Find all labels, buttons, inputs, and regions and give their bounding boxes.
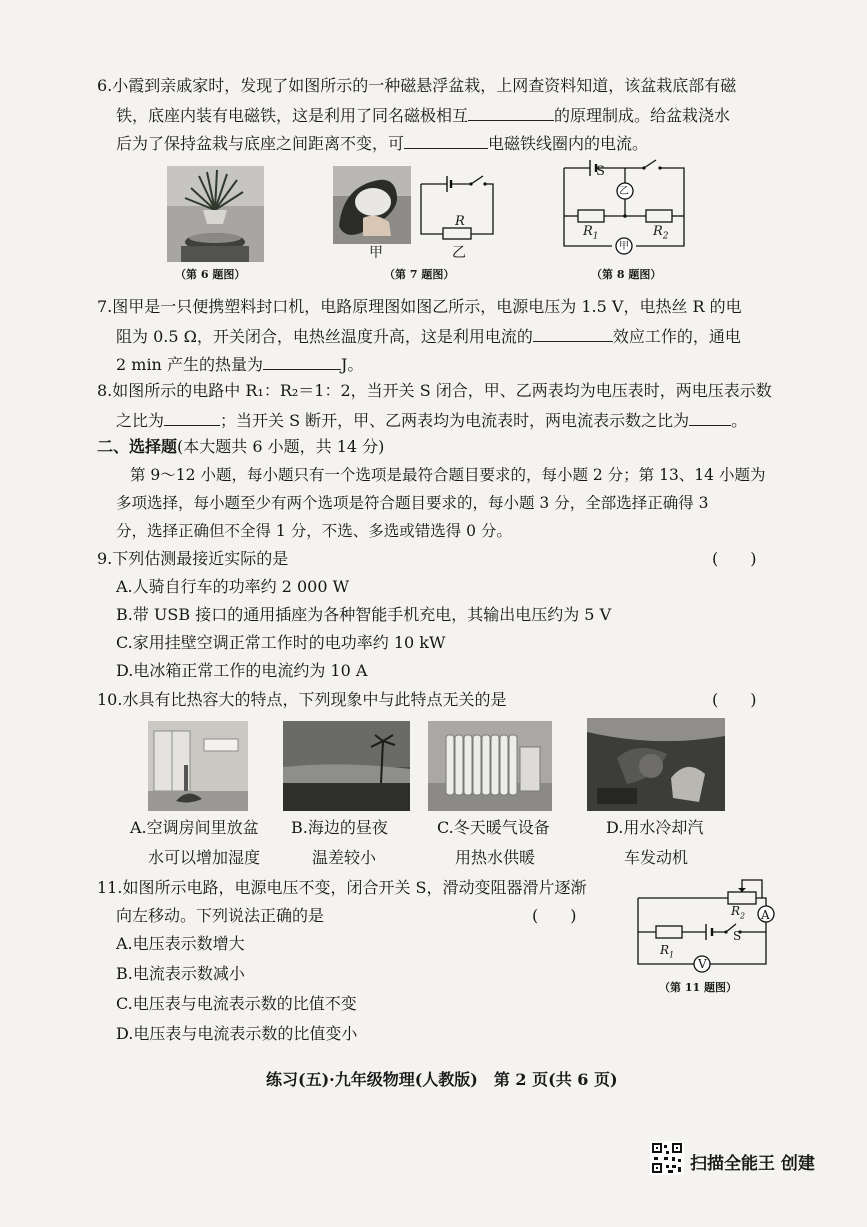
fig8-r1-subscript: 1 bbox=[592, 231, 599, 242]
q10-option-a-line2: 水可以增加湿度 bbox=[148, 848, 261, 867]
fig11-circuit-diagram bbox=[634, 874, 782, 974]
q11-line1: 11.如图所示电路，电源电压不变，闭合开关 S，滑动变阻器滑片逐渐 bbox=[97, 878, 587, 897]
q8-blank-2 bbox=[689, 409, 731, 426]
q7-line3 bbox=[116, 353, 363, 375]
q7-line3-end: J。 bbox=[340, 355, 364, 374]
q6-line3 bbox=[116, 132, 648, 154]
q8-line2-mid: ；当开关 S 断开，甲、乙两表均为电流表时，两电流表示数之比为 bbox=[220, 411, 690, 430]
section2-instruction-1: 第 9～12 小题，每小题只有一个选项是最符合题目要求的，每小题 2 分；第 13、14 小题为 bbox=[130, 466, 766, 484]
fig11-r2-subscript: 2 bbox=[740, 911, 746, 921]
q9-answer-paren: ( ) bbox=[712, 549, 757, 568]
q6-line2-start: 铁，底座内装有电磁铁，这是利用了同名磁极相互 bbox=[116, 106, 469, 125]
fig11-r1-letter: R bbox=[660, 943, 670, 957]
q8-line1: 8.如图所示的电路中 R₁：R₂＝1：2，当开关 S 闭合，甲、乙两表均为电压表时，两电压表示数 bbox=[97, 381, 772, 400]
q11-option-d: D.电压表与电流表示数的比值变小 bbox=[116, 1024, 358, 1043]
fig8-caption: （第 8 题图） bbox=[591, 268, 662, 281]
q6-line2-end: 的原理制成。给盆栽浇水 bbox=[554, 106, 731, 125]
q9-option-c: C.家用挂壁空调正常工作时的电功率约 10 kW bbox=[116, 633, 446, 652]
fig8-r2-label bbox=[653, 222, 669, 247]
fig11-voltmeter-label: V bbox=[698, 957, 707, 971]
section2-instruction-3: 分，选择正确但不全得 1 分，不选、多选或错选得 0 分。 bbox=[116, 522, 512, 540]
q11-option-a: A.电压表示数增大 bbox=[116, 934, 245, 953]
q10-option-c-line1: C.冬天暖气设备 bbox=[437, 818, 550, 837]
q9-stem: 9.下列估测最接近实际的是 bbox=[97, 549, 289, 568]
fig7-caption: （第 7 题图） bbox=[384, 268, 455, 281]
fig8-meter-top-label: 乙 bbox=[619, 186, 629, 197]
fig7-circuit-diagram bbox=[413, 168, 503, 250]
q6-line2 bbox=[116, 104, 730, 126]
q7-line2-start: 阻为 0.5 Ω，开关闭合，电热丝温度升高，这是利用电流的 bbox=[116, 327, 533, 346]
q10-option-a-line1: A.空调房间里放盆 bbox=[130, 818, 259, 837]
q11-line2: 向左移动。下列说法正确的是 bbox=[116, 906, 325, 925]
q7-line1: 7.图甲是一只便携塑料封口机，电路原理图如图乙所示，电源电压为 1.5 V，电热丝 R 的电 bbox=[97, 297, 742, 316]
q6-line3-start: 后为了保持盆栽与底座之间距离不变，可 bbox=[116, 134, 405, 153]
fig8-r2-letter: R bbox=[653, 224, 663, 239]
section2-instruction-2: 多项选择，每小题至少有两个选项是符合题目要求的，每小题 3 分，全部选择正确得 3 bbox=[116, 494, 709, 512]
q9-option-d: D.电冰箱正常工作的电流约为 10 A bbox=[116, 661, 368, 680]
page-footer: 练习(五)·九年级物理(人教版) 第 2 页(共 6 页) bbox=[266, 1070, 618, 1089]
q7-line2-end: 效应工作的，通电 bbox=[612, 327, 741, 346]
q6-line1: 6.小霞到亲戚家时，发现了如图所示的一种磁悬浮盆栽，上网查资料知道，该盆栽底部有磁 bbox=[97, 76, 737, 95]
q11-option-c: C.电压表与电流表示数的比值不变 bbox=[116, 994, 357, 1013]
q10-option-d-line1: D.用水冷却汽 bbox=[606, 818, 704, 837]
q6-line3-end: 电磁铁线圈内的电流。 bbox=[488, 134, 649, 153]
fig11-r1-subscript: 1 bbox=[669, 950, 675, 960]
fig7-label-yi: 乙 bbox=[452, 245, 466, 261]
q8-blank-1 bbox=[164, 409, 220, 426]
q11-answer-paren: ( ) bbox=[532, 906, 577, 925]
fig11-r2-label bbox=[731, 901, 745, 926]
q10-option-b-line1: B.海边的昼夜 bbox=[291, 818, 388, 837]
q10-answer-paren: ( ) bbox=[712, 690, 757, 709]
fig11-caption: （第 11 题图） bbox=[659, 981, 737, 994]
q10-option-d-line2: 车发动机 bbox=[624, 848, 689, 867]
q7-blank-2 bbox=[263, 353, 341, 370]
q8-line2 bbox=[116, 409, 747, 431]
q7-blank-1 bbox=[533, 325, 613, 342]
fig7-sealer-photo bbox=[333, 166, 411, 244]
q11-option-b: B.电流表示数减小 bbox=[116, 964, 245, 983]
q10-stem: 10.水具有比热容大的特点，下列现象中与此特点无关的是 bbox=[97, 690, 507, 709]
fig11-ammeter-label: A bbox=[761, 908, 770, 922]
q7-line2 bbox=[116, 325, 741, 347]
section2-title: 二、选择题 bbox=[97, 437, 178, 456]
fig7-resistor-label: R bbox=[455, 214, 465, 229]
fig6-plant-photo bbox=[167, 166, 264, 262]
q8-line2-end: 。 bbox=[731, 411, 748, 430]
q8-line2-start: 之比为 bbox=[116, 411, 165, 430]
fig11-switch-label: S bbox=[733, 929, 742, 943]
section2-heading bbox=[97, 437, 384, 457]
q9-option-a: A.人骑自行车的功率约 2 000 W bbox=[116, 577, 350, 596]
fig8-r1-label bbox=[583, 222, 599, 247]
fig8-switch-label: S bbox=[596, 164, 605, 179]
fig8-r2-subscript: 2 bbox=[662, 231, 669, 242]
qr-code-icon bbox=[650, 1141, 684, 1175]
q6-blank-2 bbox=[404, 132, 488, 149]
fig11-r2-letter: R bbox=[731, 904, 741, 918]
q10-option-c-line2: 用热水供暖 bbox=[455, 848, 536, 867]
q10-photo-a-room bbox=[148, 721, 248, 811]
q10-photo-c-radiator bbox=[428, 721, 552, 811]
fig8-meter-bottom-label: 甲 bbox=[619, 241, 629, 252]
q10-option-b-line2: 温差较小 bbox=[312, 848, 377, 867]
fig7-label-jia: 甲 bbox=[369, 245, 383, 261]
q10-photo-b-seaside bbox=[283, 721, 410, 811]
q6-blank-1 bbox=[468, 104, 554, 121]
section2-note: (本大题共 6 小题，共 14 分) bbox=[177, 437, 385, 456]
fig8-r1-letter: R bbox=[583, 224, 593, 239]
q9-option-b: B.带 USB 接口的通用插座为各种智能手机充电，其输出电压约为 5 V bbox=[116, 605, 612, 624]
scanner-watermark: 扫描全能王 创建 bbox=[690, 1154, 815, 1174]
q7-line3-start: 2 min 产生的热量为 bbox=[116, 355, 263, 374]
q10-photo-d-engine bbox=[587, 718, 725, 811]
fig6-caption: （第 6 题图） bbox=[175, 268, 246, 281]
fig11-r1-label bbox=[660, 940, 674, 965]
